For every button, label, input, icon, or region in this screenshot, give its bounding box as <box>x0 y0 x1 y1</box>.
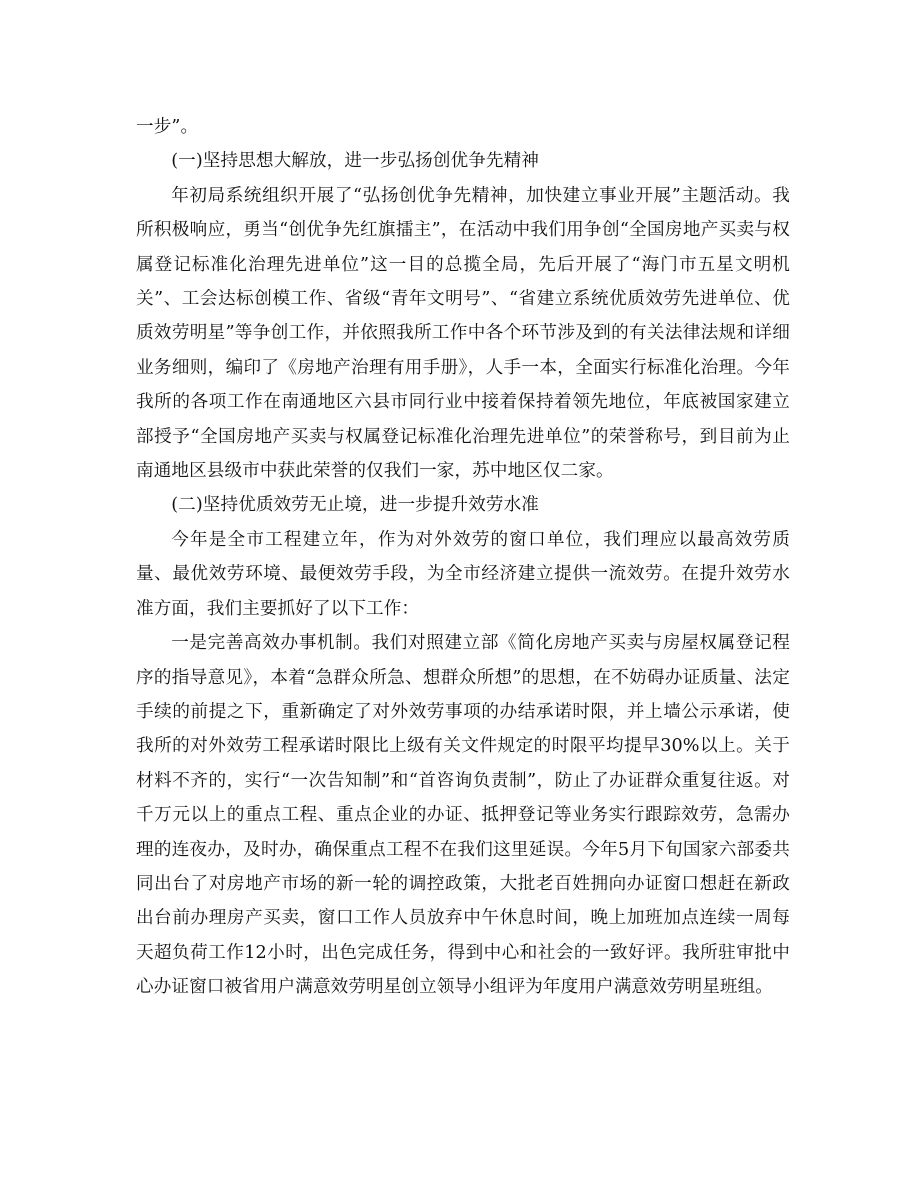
paragraph-2: 今年是全市工程建立年，作为对外效劳的窗口单位，我们理应以最高效劳质量、最优效劳环境、最便效劳手段，为全市经济建立提供一流效劳。在提升效劳水准方面，我们主要抓好了以下工作： <box>136 529 790 619</box>
paragraph-1: 年初局系统组织开展了“弘扬创优争先精神，加快建立事业开展”主题活动。我所积极响应，勇当“创优争先红旗擂主”，在活动中我们用争创“全国房地产买卖与权属登记标准化治理先进单位”这一目的总揽全局，先后开展了“海门市五星文明机关”、工会达标创模工作、省级“青年文明号”、“省建立系统优质效劳先进单位、优质效劳明星”等争创工作，并依照我所工作中各个环节涉及到的有关法律法规和详细业务细则，编印了《房地产治理有用手册》，人手一本，全面实行标准化治理。今年我所的各项工作在南通地区六县市同行业中接着保持着领先地位，年底被国家建立部授予“全国房地产买卖与权属登记标准化治理先进单位”的荣誉称号，到目前为止南通地区县级市中获此荣誉的仅我们一家，苏中地区仅二家。 <box>136 185 790 482</box>
document-body <box>136 110 790 1005</box>
paragraph-continuation: 一步”。 <box>136 117 199 137</box>
section-heading-1: (一)坚持思想大解放，进一步弘扬创优争先精神 <box>171 151 539 172</box>
section-heading-2: (二)坚持优质效劳无止境，进一步提升效劳水准 <box>171 495 539 516</box>
paragraph-3: 一是完善高效办事机制。我们对照建立部《简化房地产买卖与房屋权属登记程序的指导意见》，本着“急群众所急、想群众所想”的思想，在不妨碍办证质量、法定手续的前提之下，重新确定了对外效劳事项的办结承诺时限，并上墙公示承诺，使我所的对外效劳工程承诺时限比上级有关文件规定的时限平均提早30%以上。关于材料不齐的，实行“一次告知制”和“首咨询负责制”，防止了办证群众重复往返。对千万元以上的重点工程、重点企业的办证、抵押登记等业务实行跟踪效劳，急需办理的连夜办，及时办，确保重点工程不在我们这里延误。今年5月下旬国家六部委共同出台了对房地产市场的新一轮的调控政策，大批老百姓拥向办证窗口想赶在新政出台前办理房产买卖，窗口工作人员放弃中午休息时间，晚上加班加点连续一周每天超负荷工作12小时，出色完成任务，得到中心和社会的一致好评。我所驻审批中心办证窗口被省用户满意效劳明星创立领导小组评为年度用户满意效劳明星班组。 <box>136 633 790 998</box>
